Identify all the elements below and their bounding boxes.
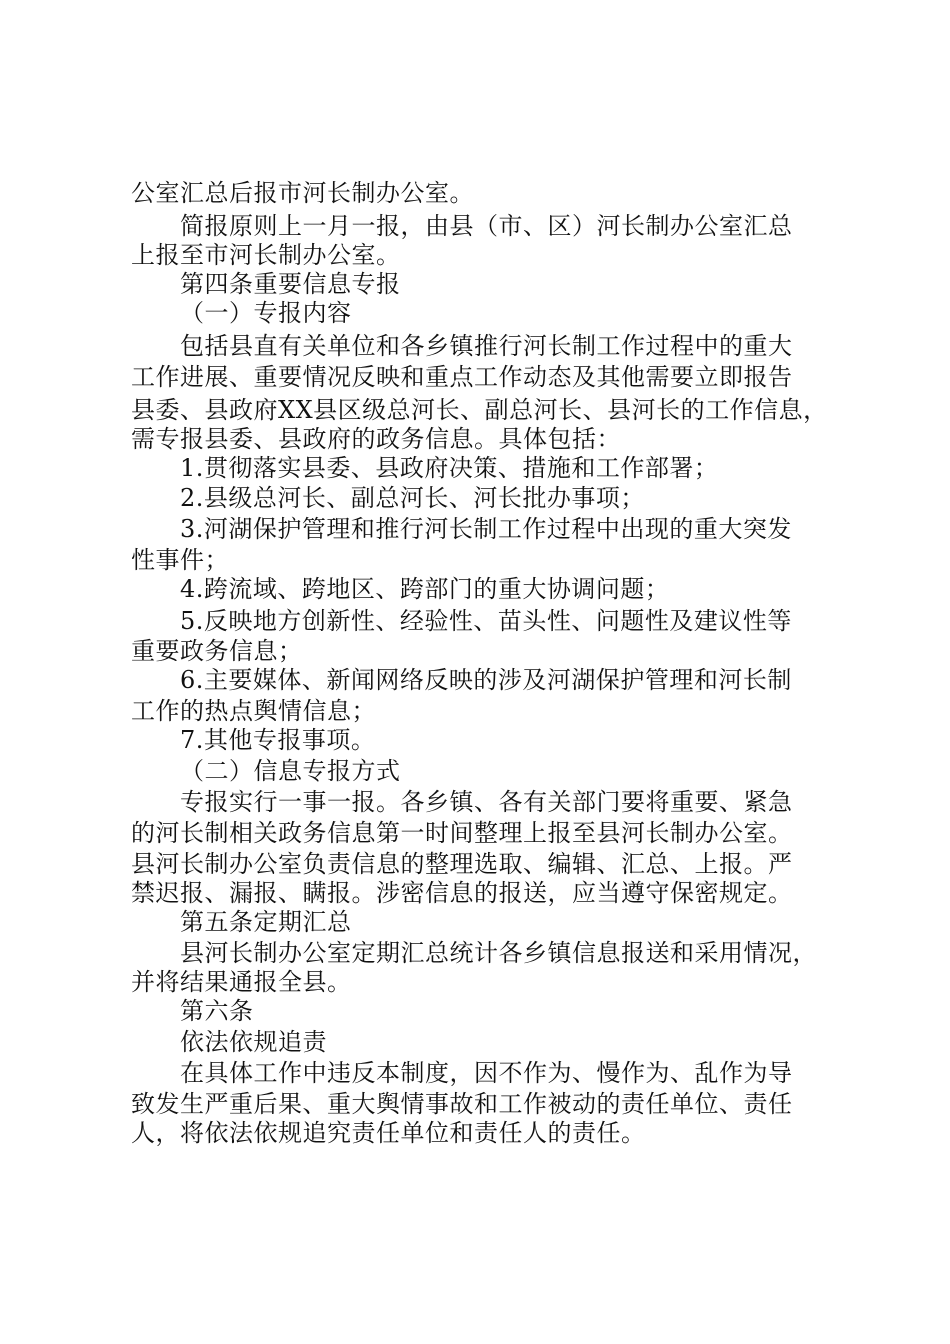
section-heading: 第六条 bbox=[180, 997, 254, 1025]
text-line: 禁迟报、漏报、瞒报。涉密信息的报送，应当遵守保密规定。 bbox=[131, 879, 793, 907]
list-item: 6.主要媒体、新闻网络反映的涉及河湖保护管理和河长制 bbox=[180, 666, 792, 694]
text-line: 工作进展、重要情况反映和重点工作动态及其他需要立即报告 bbox=[131, 363, 793, 391]
list-item: 7.其他专报事项。 bbox=[180, 726, 376, 754]
subsection-heading: （一）专报内容 bbox=[180, 299, 352, 327]
text-line: 上报至市河长制办公室。 bbox=[131, 241, 401, 269]
section-heading: 第四条重要信息专报 bbox=[180, 270, 401, 298]
text-line: 的河长制相关政务信息第一时间整理上报至县河长制办公室。 bbox=[131, 819, 793, 847]
text-line: 人，将依法依规追究责任单位和责任人的责任。 bbox=[131, 1119, 646, 1147]
text-line: 县河长制办公室负责信息的整理选取、编辑、汇总、上报。严 bbox=[131, 850, 793, 878]
text-line: 县河长制办公室定期汇总统计各乡镇信息报送和采用情况， bbox=[180, 939, 817, 967]
list-item: 1.贯彻落实县委、县政府决策、措施和工作部署； bbox=[180, 454, 719, 482]
text-line: 专报实行一事一报。各乡镇、各有关部门要将重要、紧急 bbox=[180, 788, 793, 816]
text-line: 包括县直有关单位和各乡镇推行河长制工作过程中的重大 bbox=[180, 332, 793, 360]
text-line: 性事件； bbox=[131, 546, 229, 574]
text-line: 公室汇总后报市河长制办公室。 bbox=[131, 179, 474, 207]
list-item: 3.河湖保护管理和推行河长制工作过程中出现的重大突发 bbox=[180, 515, 792, 543]
section-heading: 第五条定期汇总 bbox=[180, 908, 352, 936]
text-line: 致发生严重后果、重大舆情事故和工作被动的责任单位、责任 bbox=[131, 1090, 793, 1118]
text-line: 简报原则上一月一报，由县（市、区）河长制办公室汇总 bbox=[180, 212, 793, 240]
list-item: 4.跨流域、跨地区、跨部门的重大协调问题； bbox=[180, 575, 670, 603]
list-item: 2.县级总河长、副总河长、河长批办事项； bbox=[180, 484, 645, 512]
text-line: 县委、县政府XX县区级总河长、副总河长、县河长的工作信息， bbox=[131, 396, 828, 424]
section-heading: 依法依规追责 bbox=[180, 1028, 327, 1056]
text-line: 需专报县委、县政府的政务信息。具体包括： bbox=[131, 425, 621, 453]
text-line: 重要政务信息； bbox=[131, 637, 303, 665]
text-line: 工作的热点舆情信息； bbox=[131, 697, 376, 725]
text-line: 并将结果通报全县。 bbox=[131, 968, 352, 996]
text-line: 在具体工作中违反本制度，因不作为、慢作为、乱作为导 bbox=[180, 1059, 793, 1087]
subsection-heading: （二）信息专报方式 bbox=[180, 757, 401, 785]
list-item: 5.反映地方创新性、经验性、苗头性、问题性及建议性等 bbox=[180, 607, 792, 635]
